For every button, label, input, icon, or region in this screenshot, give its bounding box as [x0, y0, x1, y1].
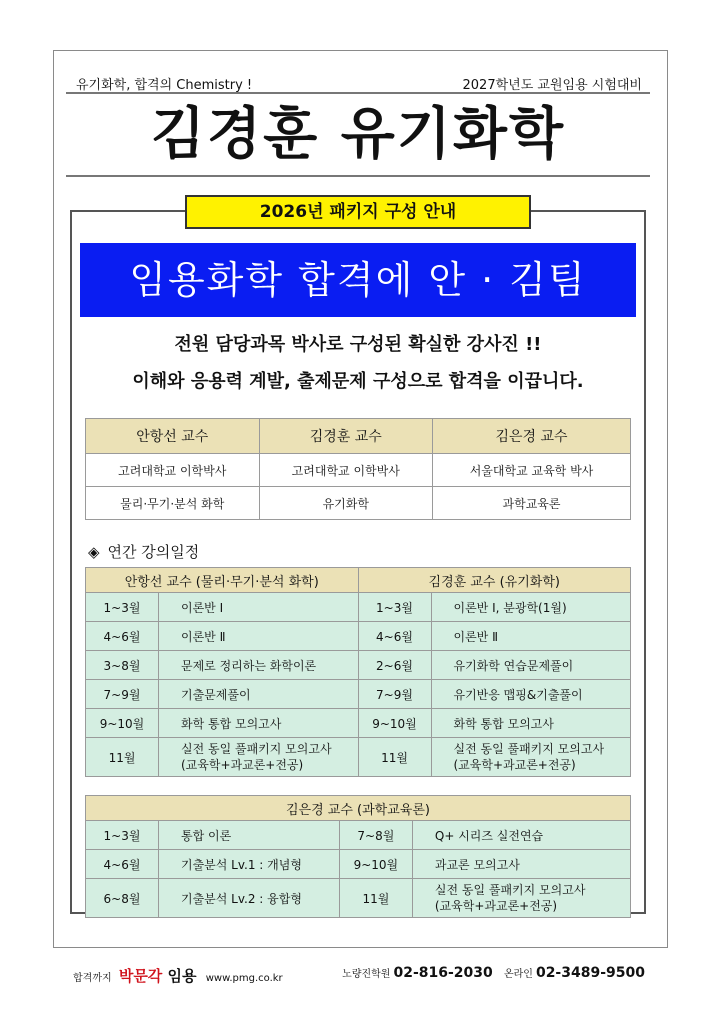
schedule-month: 4~6월	[358, 622, 431, 651]
schedule-course: 기출분석 Lv.1 : 개념형	[159, 850, 340, 879]
schedule-course: 화학 통합 모의고사	[159, 709, 359, 738]
professor-subject: 유기화학	[259, 487, 433, 520]
schedule-table-a	[85, 567, 631, 777]
brand-logo	[119, 967, 197, 985]
course-line: (교육학+과교론+전공)	[453, 758, 576, 772]
diamond-icon: ◈	[88, 543, 100, 561]
schedule-course: 유기화학 연습문제풀이	[431, 651, 631, 680]
footer-website: www.pmg.co.kr	[205, 973, 283, 984]
schedule-heading	[88, 541, 199, 562]
schedule-month: 1~3월	[358, 593, 431, 622]
schedule-course: 이론반 Ⅰ	[159, 593, 359, 622]
promo-banner: 임용화학 합격에 안 · 김팀	[80, 243, 636, 317]
schedule-course: 문제로 정리하는 화학이론	[159, 651, 359, 680]
table-row	[86, 850, 631, 879]
schedule-month: 1~3월	[86, 821, 159, 850]
campus-label: 노량진학원	[342, 969, 391, 980]
footer-brand-block	[73, 965, 283, 986]
professor-degree: 고려대학교 이학박사	[86, 454, 260, 487]
brand-name: 박문각	[118, 967, 163, 985]
campus-phone: 02-816-2030	[393, 965, 493, 981]
schedule-course: 유기반응 맵핑&기출풀이	[431, 680, 631, 709]
slogan-line: 전원 담당과목 박사로 구성된 확실한 강사진 !!	[174, 334, 542, 355]
schedule-month: 11월	[339, 879, 412, 918]
table-row	[86, 593, 631, 622]
schedule-course: 이론반 Ⅱ	[431, 622, 631, 651]
schedule-month: 7~9월	[86, 680, 159, 709]
professor-name: 김경훈 교수	[259, 419, 433, 454]
schedule-course	[431, 738, 631, 777]
professor-name: 안항선 교수	[86, 419, 260, 454]
professor-table	[85, 418, 631, 520]
table-row	[86, 709, 631, 738]
header-bar	[66, 72, 650, 94]
campus-phone: 02-3489-9500	[535, 965, 645, 981]
course-line: (교육학+과교론+전공)	[434, 899, 558, 913]
slogan-line: 이해와 응용력 계발, 출제문제 구성으로 합격을 이끕니다.	[132, 371, 584, 392]
table-row	[86, 622, 631, 651]
campus-label: 온라인	[503, 969, 533, 980]
schedule-course: 화학 통합 모의고사	[431, 709, 631, 738]
table-row	[86, 738, 631, 777]
schedule-month: 9~10월	[86, 709, 159, 738]
table-row	[86, 821, 631, 850]
table-row	[86, 651, 631, 680]
course-line: 실전 동일 풀패키지 모의고사	[434, 883, 586, 897]
header-exam-year: 2027학년도 교원임용 시험대비	[462, 78, 642, 93]
schedule-course: 과교론 모의고사	[412, 850, 630, 879]
schedule-month: 7~8월	[339, 821, 412, 850]
schedule-table-b	[85, 795, 631, 918]
schedule-header: 김경훈 교수 (유기화학)	[358, 568, 631, 593]
schedule-course: 통합 이론	[159, 821, 340, 850]
table-row	[86, 680, 631, 709]
schedule-month: 11월	[358, 738, 431, 777]
package-label: 2026년 패키지 구성 안내	[185, 195, 531, 229]
footer	[73, 962, 653, 984]
professor-subject: 물리·무기·분석 화학	[86, 487, 260, 520]
professor-name: 김은경 교수	[433, 419, 631, 454]
schedule-course: 기출문제풀이	[159, 680, 359, 709]
professor-degree: 고려대학교 이학박사	[259, 454, 433, 487]
schedule-course: 기출분석 Lv.2 : 융합형	[159, 879, 340, 918]
divider	[66, 175, 650, 177]
course-line: 실전 동일 풀패키지 모의고사	[453, 742, 605, 756]
table-row	[86, 879, 631, 918]
schedule-month: 7~9월	[358, 680, 431, 709]
schedule-month: 4~6월	[86, 622, 159, 651]
schedule-month: 9~10월	[358, 709, 431, 738]
schedule-month: 6~8월	[86, 879, 159, 918]
page-title: 김경훈 유기화학	[150, 102, 566, 167]
schedule-month: 2~6월	[358, 651, 431, 680]
schedule-course: Q+ 시리즈 실전연습	[412, 821, 630, 850]
header-tagline: 유기화학, 합격의 Chemistry !	[76, 78, 253, 93]
schedule-month: 4~6월	[86, 850, 159, 879]
professor-subject: 과학교육론	[433, 487, 631, 520]
schedule-course	[412, 879, 630, 918]
schedule-header: 안항선 교수 (물리·무기·분석 화학)	[86, 568, 359, 593]
footer-tagline: 합격까지	[73, 973, 112, 984]
schedule-month: 3~8월	[86, 651, 159, 680]
course-line: (교육학+과교론+전공)	[181, 758, 304, 772]
schedule-course	[159, 738, 359, 777]
schedule-heading-text: 연간 강의일정	[107, 543, 200, 561]
professor-degree: 서울대학교 교육학 박사	[433, 454, 631, 487]
schedule-course: 이론반 Ⅰ, 분광학(1월)	[431, 593, 631, 622]
schedule-month: 11월	[86, 738, 159, 777]
schedule-month: 1~3월	[86, 593, 159, 622]
schedule-course: 이론반 Ⅱ	[159, 622, 359, 651]
course-line: 실전 동일 풀패키지 모의고사	[181, 742, 332, 756]
schedule-header: 김은경 교수 (과학교육론)	[86, 796, 631, 821]
divider	[66, 92, 650, 94]
brand-sub: 임용	[167, 967, 197, 985]
footer-contacts	[342, 965, 653, 981]
schedule-month: 9~10월	[339, 850, 412, 879]
